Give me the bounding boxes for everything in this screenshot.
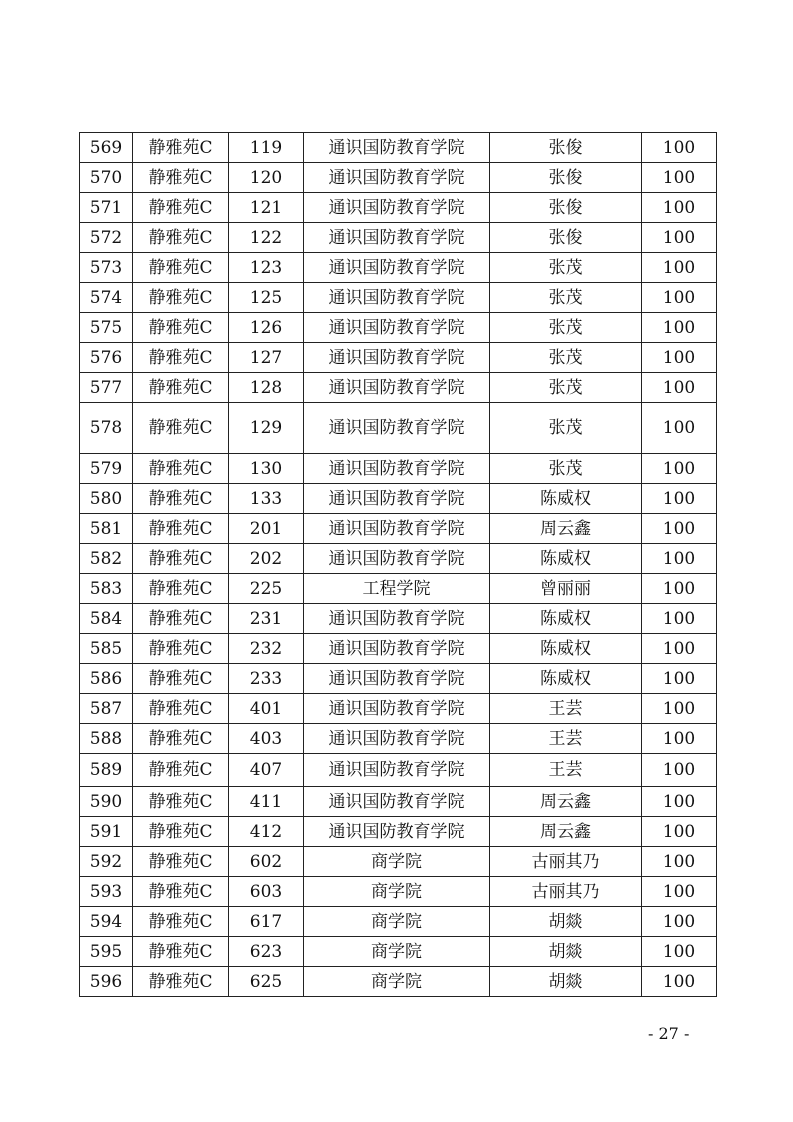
row-number-cell: 596 <box>80 967 133 997</box>
person-cell: 张茂 <box>490 454 642 484</box>
room-cell: 123 <box>229 253 304 283</box>
dormitory-score-table <box>79 132 717 997</box>
college-cell: 通识国防教育学院 <box>304 283 490 313</box>
building-cell: 静雅苑C <box>133 967 229 997</box>
table-row <box>80 664 717 694</box>
room-cell: 603 <box>229 877 304 907</box>
building-cell: 静雅苑C <box>133 787 229 817</box>
person-cell: 古丽其乃 <box>490 877 642 907</box>
person-cell: 张茂 <box>490 283 642 313</box>
row-number-cell: 592 <box>80 847 133 877</box>
page-number: - 27 - <box>648 1024 690 1043</box>
row-number-cell: 580 <box>80 484 133 514</box>
table-row <box>80 193 717 223</box>
row-number-cell: 593 <box>80 877 133 907</box>
college-cell: 通识国防教育学院 <box>304 694 490 724</box>
room-cell: 412 <box>229 817 304 847</box>
table-row <box>80 283 717 313</box>
row-number-cell: 572 <box>80 223 133 253</box>
score-cell: 100 <box>642 343 717 373</box>
row-number-cell: 576 <box>80 343 133 373</box>
table-row <box>80 817 717 847</box>
room-cell: 231 <box>229 604 304 634</box>
college-cell: 商学院 <box>304 937 490 967</box>
college-cell: 通识国防教育学院 <box>304 223 490 253</box>
building-cell: 静雅苑C <box>133 133 229 163</box>
score-cell: 100 <box>642 754 717 787</box>
score-cell: 100 <box>642 403 717 454</box>
building-cell: 静雅苑C <box>133 877 229 907</box>
table-row <box>80 544 717 574</box>
college-cell: 通识国防教育学院 <box>304 604 490 634</box>
room-cell: 125 <box>229 283 304 313</box>
room-cell: 121 <box>229 193 304 223</box>
table-row <box>80 877 717 907</box>
room-cell: 202 <box>229 544 304 574</box>
building-cell: 静雅苑C <box>133 694 229 724</box>
building-cell: 静雅苑C <box>133 193 229 223</box>
row-number-cell: 583 <box>80 574 133 604</box>
row-number-cell: 588 <box>80 724 133 754</box>
building-cell: 静雅苑C <box>133 544 229 574</box>
person-cell: 王芸 <box>490 724 642 754</box>
building-cell: 静雅苑C <box>133 223 229 253</box>
person-cell: 张茂 <box>490 403 642 454</box>
score-cell: 100 <box>642 484 717 514</box>
score-cell: 100 <box>642 514 717 544</box>
score-cell: 100 <box>642 937 717 967</box>
table-row <box>80 484 717 514</box>
row-number-cell: 577 <box>80 373 133 403</box>
building-cell: 静雅苑C <box>133 454 229 484</box>
score-cell: 100 <box>642 907 717 937</box>
table-row <box>80 163 717 193</box>
college-cell: 通识国防教育学院 <box>304 544 490 574</box>
row-number-cell: 579 <box>80 454 133 484</box>
table-row <box>80 634 717 664</box>
score-cell: 100 <box>642 967 717 997</box>
table-row <box>80 694 717 724</box>
building-cell: 静雅苑C <box>133 937 229 967</box>
table-row <box>80 373 717 403</box>
score-cell: 100 <box>642 604 717 634</box>
person-cell: 张俊 <box>490 133 642 163</box>
score-cell: 100 <box>642 223 717 253</box>
building-cell: 静雅苑C <box>133 907 229 937</box>
college-cell: 工程学院 <box>304 574 490 604</box>
college-cell: 通识国防教育学院 <box>304 634 490 664</box>
building-cell: 静雅苑C <box>133 253 229 283</box>
person-cell: 陈威权 <box>490 484 642 514</box>
building-cell: 静雅苑C <box>133 514 229 544</box>
room-cell: 233 <box>229 664 304 694</box>
room-cell: 623 <box>229 937 304 967</box>
building-cell: 静雅苑C <box>133 574 229 604</box>
room-cell: 403 <box>229 724 304 754</box>
person-cell: 陈威权 <box>490 634 642 664</box>
score-cell: 100 <box>642 313 717 343</box>
building-cell: 静雅苑C <box>133 163 229 193</box>
room-cell: 127 <box>229 343 304 373</box>
person-cell: 周云鑫 <box>490 514 642 544</box>
room-cell: 411 <box>229 787 304 817</box>
room-cell: 407 <box>229 754 304 787</box>
person-cell: 王芸 <box>490 754 642 787</box>
row-number-cell: 581 <box>80 514 133 544</box>
building-cell: 静雅苑C <box>133 634 229 664</box>
building-cell: 静雅苑C <box>133 403 229 454</box>
score-cell: 100 <box>642 877 717 907</box>
table-row <box>80 907 717 937</box>
score-cell: 100 <box>642 664 717 694</box>
college-cell: 商学院 <box>304 967 490 997</box>
person-cell: 胡燚 <box>490 907 642 937</box>
row-number-cell: 585 <box>80 634 133 664</box>
college-cell: 通识国防教育学院 <box>304 514 490 544</box>
person-cell: 周云鑫 <box>490 817 642 847</box>
table-row <box>80 403 717 454</box>
building-cell: 静雅苑C <box>133 847 229 877</box>
college-cell: 通识国防教育学院 <box>304 817 490 847</box>
college-cell: 通识国防教育学院 <box>304 454 490 484</box>
room-cell: 122 <box>229 223 304 253</box>
score-cell: 100 <box>642 454 717 484</box>
building-cell: 静雅苑C <box>133 343 229 373</box>
room-cell: 130 <box>229 454 304 484</box>
row-number-cell: 575 <box>80 313 133 343</box>
room-cell: 119 <box>229 133 304 163</box>
college-cell: 通识国防教育学院 <box>304 343 490 373</box>
person-cell: 张茂 <box>490 313 642 343</box>
score-cell: 100 <box>642 253 717 283</box>
room-cell: 232 <box>229 634 304 664</box>
room-cell: 401 <box>229 694 304 724</box>
row-number-cell: 594 <box>80 907 133 937</box>
score-cell: 100 <box>642 634 717 664</box>
score-cell: 100 <box>642 163 717 193</box>
table-row <box>80 253 717 283</box>
person-cell: 张俊 <box>490 163 642 193</box>
row-number-cell: 569 <box>80 133 133 163</box>
row-number-cell: 573 <box>80 253 133 283</box>
score-cell: 100 <box>642 724 717 754</box>
table-row <box>80 937 717 967</box>
college-cell: 通识国防教育学院 <box>304 313 490 343</box>
room-cell: 120 <box>229 163 304 193</box>
person-cell: 胡燚 <box>490 937 642 967</box>
table-row <box>80 574 717 604</box>
college-cell: 通识国防教育学院 <box>304 403 490 454</box>
person-cell: 胡燚 <box>490 967 642 997</box>
table-row <box>80 223 717 253</box>
table-row <box>80 514 717 544</box>
person-cell: 张茂 <box>490 343 642 373</box>
score-cell: 100 <box>642 694 717 724</box>
building-cell: 静雅苑C <box>133 373 229 403</box>
score-cell: 100 <box>642 817 717 847</box>
building-cell: 静雅苑C <box>133 604 229 634</box>
building-cell: 静雅苑C <box>133 724 229 754</box>
room-cell: 201 <box>229 514 304 544</box>
row-number-cell: 591 <box>80 817 133 847</box>
building-cell: 静雅苑C <box>133 817 229 847</box>
person-cell: 张俊 <box>490 223 642 253</box>
college-cell: 通识国防教育学院 <box>304 484 490 514</box>
person-cell: 王芸 <box>490 694 642 724</box>
row-number-cell: 589 <box>80 754 133 787</box>
score-cell: 100 <box>642 574 717 604</box>
score-cell: 100 <box>642 373 717 403</box>
college-cell: 通识国防教育学院 <box>304 133 490 163</box>
person-cell: 张俊 <box>490 193 642 223</box>
room-cell: 126 <box>229 313 304 343</box>
table-row <box>80 724 717 754</box>
score-cell: 100 <box>642 283 717 313</box>
college-cell: 通识国防教育学院 <box>304 193 490 223</box>
row-number-cell: 574 <box>80 283 133 313</box>
building-cell: 静雅苑C <box>133 754 229 787</box>
row-number-cell: 590 <box>80 787 133 817</box>
building-cell: 静雅苑C <box>133 484 229 514</box>
room-cell: 617 <box>229 907 304 937</box>
row-number-cell: 582 <box>80 544 133 574</box>
score-cell: 100 <box>642 544 717 574</box>
college-cell: 通识国防教育学院 <box>304 787 490 817</box>
table-row <box>80 787 717 817</box>
table-row <box>80 454 717 484</box>
table-row <box>80 343 717 373</box>
table-body <box>80 133 717 997</box>
row-number-cell: 570 <box>80 163 133 193</box>
room-cell: 602 <box>229 847 304 877</box>
table-row <box>80 133 717 163</box>
college-cell: 通识国防教育学院 <box>304 724 490 754</box>
college-cell: 通识国防教育学院 <box>304 754 490 787</box>
score-cell: 100 <box>642 133 717 163</box>
table-row <box>80 847 717 877</box>
row-number-cell: 584 <box>80 604 133 634</box>
person-cell: 曾丽丽 <box>490 574 642 604</box>
table-row <box>80 967 717 997</box>
table-row <box>80 313 717 343</box>
score-cell: 100 <box>642 787 717 817</box>
college-cell: 商学院 <box>304 877 490 907</box>
person-cell: 张茂 <box>490 373 642 403</box>
row-number-cell: 595 <box>80 937 133 967</box>
person-cell: 周云鑫 <box>490 787 642 817</box>
room-cell: 225 <box>229 574 304 604</box>
row-number-cell: 586 <box>80 664 133 694</box>
person-cell: 陈威权 <box>490 604 642 634</box>
row-number-cell: 578 <box>80 403 133 454</box>
room-cell: 129 <box>229 403 304 454</box>
room-cell: 133 <box>229 484 304 514</box>
score-cell: 100 <box>642 193 717 223</box>
score-cell: 100 <box>642 847 717 877</box>
building-cell: 静雅苑C <box>133 664 229 694</box>
row-number-cell: 571 <box>80 193 133 223</box>
college-cell: 通识国防教育学院 <box>304 163 490 193</box>
college-cell: 通识国防教育学院 <box>304 664 490 694</box>
room-cell: 625 <box>229 967 304 997</box>
person-cell: 古丽其乃 <box>490 847 642 877</box>
building-cell: 静雅苑C <box>133 313 229 343</box>
table-row <box>80 604 717 634</box>
table-row <box>80 754 717 787</box>
room-cell: 128 <box>229 373 304 403</box>
building-cell: 静雅苑C <box>133 283 229 313</box>
person-cell: 陈威权 <box>490 544 642 574</box>
person-cell: 陈威权 <box>490 664 642 694</box>
college-cell: 通识国防教育学院 <box>304 253 490 283</box>
college-cell: 商学院 <box>304 907 490 937</box>
row-number-cell: 587 <box>80 694 133 724</box>
college-cell: 商学院 <box>304 847 490 877</box>
college-cell: 通识国防教育学院 <box>304 373 490 403</box>
person-cell: 张茂 <box>490 253 642 283</box>
